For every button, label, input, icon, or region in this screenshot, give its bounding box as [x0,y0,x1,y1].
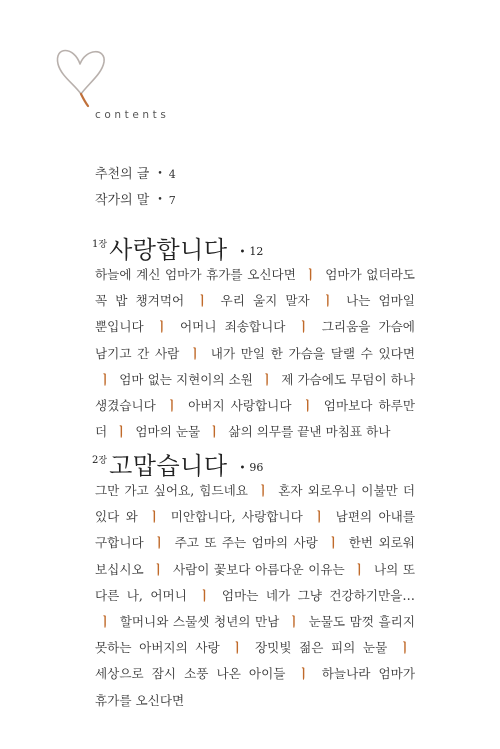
entry-separator-icon: ㅣ [153,535,166,551]
toc-entry[interactable]: 할머니와 스물셋 청년의 만남 [119,614,280,630]
chapter-suffix: 장 [98,456,108,466]
chapter-2-heading[interactable] [92,446,263,481]
chapter-suffix: 장 [98,240,108,250]
entry-separator-icon: ㅣ [99,614,112,630]
dot-separator-icon: • [157,169,163,179]
front-matter-title: 작가의 말 [95,193,150,208]
toc-entry[interactable]: 엄마 없는 지현이의 소원 [119,371,253,387]
entry-separator-icon: ㅣ [353,561,366,577]
entry-separator-icon: ㅣ [297,319,310,335]
entry-separator-icon: ㅣ [398,640,412,656]
entry-separator-icon: ㅣ [99,371,112,387]
toc-entry[interactable]: 나의 또 다른 나, 어머니 [95,561,415,603]
chapter-page-number: 96 [249,461,264,474]
chapter-title: 고맙습니다 [109,452,228,480]
entry-separator-icon: ㅣ [257,483,270,498]
toc-entry[interactable]: 하늘에 계신 엄마가 휴가를 오신다면 [95,267,296,282]
toc-entry[interactable]: 하늘나라 엄마가 휴가를 오신다면 [95,666,415,708]
toc-entry[interactable]: 엄마는 네가 그냥 건강하기만을… [221,587,415,603]
toc-entry[interactable]: 나는 엄마일 뿐입니다 [95,293,415,335]
entry-separator-icon: ㅣ [301,398,314,414]
entry-separator-icon: ㅣ [321,293,334,309]
entry-separator-icon: ㅣ [152,561,165,577]
entry-separator-icon: ㅣ [313,509,326,525]
entry-separator-icon: ㅣ [155,319,168,335]
contents-heading: contents [95,109,170,121]
entry-separator-icon: ㅣ [148,509,161,525]
toc-entry[interactable]: 엄마보다 하루만 더 [95,398,416,440]
toc-entry[interactable]: 어머니 죄송합니다 [180,319,286,335]
toc-entry[interactable]: 눈물도 맘껏 흘리지 못하는 아버지의 사랑 [95,614,415,656]
entry-separator-icon: ㅣ [297,666,310,682]
chapter-1-entry-list [95,262,415,445]
dot-separator-icon: • [239,463,246,474]
entry-separator-icon: ㅣ [231,640,244,656]
entry-separator-icon: ㅣ [165,398,179,414]
page-number: 7 [168,194,176,207]
toc-entry[interactable]: 그리움을 가슴에 남기고 간 사람 [95,319,415,361]
toc-entry[interactable]: 한번 외로워 보십시오 [95,535,415,577]
entry-separator-icon: ㅣ [198,587,211,603]
front-matter-item-1[interactable] [95,163,176,182]
entry-separator-icon: ㅣ [261,371,274,387]
toc-entry[interactable]: 삶의 의무를 끝낸 마침표 하나 [228,424,391,440]
toc-entry[interactable]: 남편의 아내를 구합니다 [95,509,415,551]
chapter-number: 1 [92,239,99,250]
chapter-2-entry-list [95,478,415,714]
toc-entry[interactable]: 세상으로 잠시 소풍 나온 아이들 [95,666,286,682]
toc-entry[interactable]: 혼자 외로우니 이불만 더 있다 와 [95,483,415,525]
entry-separator-icon: ㅣ [188,345,202,361]
entry-separator-icon: ㅣ [287,614,301,630]
toc-entry[interactable]: 사람이 꽃보다 아름다운 이유는 [172,561,345,577]
entry-separator-icon: ㅣ [327,535,340,551]
toc-entry[interactable]: 내가 만일 한 가슴을 달랠 수 있다면 [210,345,415,361]
toc-entry[interactable]: 미안합니다, 사랑합니다 [170,509,303,525]
page-number: 4 [168,168,176,181]
entry-separator-icon: ㅣ [304,267,317,282]
toc-entry[interactable]: 아버지 사랑합니다 [188,398,292,414]
dot-separator-icon: • [239,247,246,258]
toc-entry[interactable]: 우리 울지 말자 [220,293,310,309]
toc-entry[interactable]: 엄마의 눈물 [135,424,201,440]
entry-separator-icon: ㅣ [196,293,209,309]
front-matter-title: 추천의 글 [95,167,150,182]
chapter-1-heading[interactable] [92,230,263,265]
entry-separator-icon: ㅣ [208,424,221,440]
front-matter-item-2[interactable] [95,189,176,208]
toc-entry[interactable]: 제 가슴에도 무덤이 하나 생겼습니다 [95,371,416,414]
heart-doodle-icon [52,42,108,108]
toc-entry[interactable]: 장밋빛 젊은 피의 눈물 [255,640,388,656]
toc-entry[interactable]: 주고 또 주는 엄마의 사랑 [174,535,318,551]
chapter-number: 2 [92,455,99,466]
chapter-title: 사랑합니다 [109,236,228,264]
toc-entry[interactable]: 엄마가 없더라도 꼭 밥 챙겨먹어 [95,267,415,309]
toc-entry[interactable]: 그만 가고 싶어요, 힘드네요 [95,483,248,498]
entry-separator-icon: ㅣ [115,424,128,440]
dot-separator-icon: • [157,195,163,205]
chapter-page-number: 12 [249,245,264,258]
